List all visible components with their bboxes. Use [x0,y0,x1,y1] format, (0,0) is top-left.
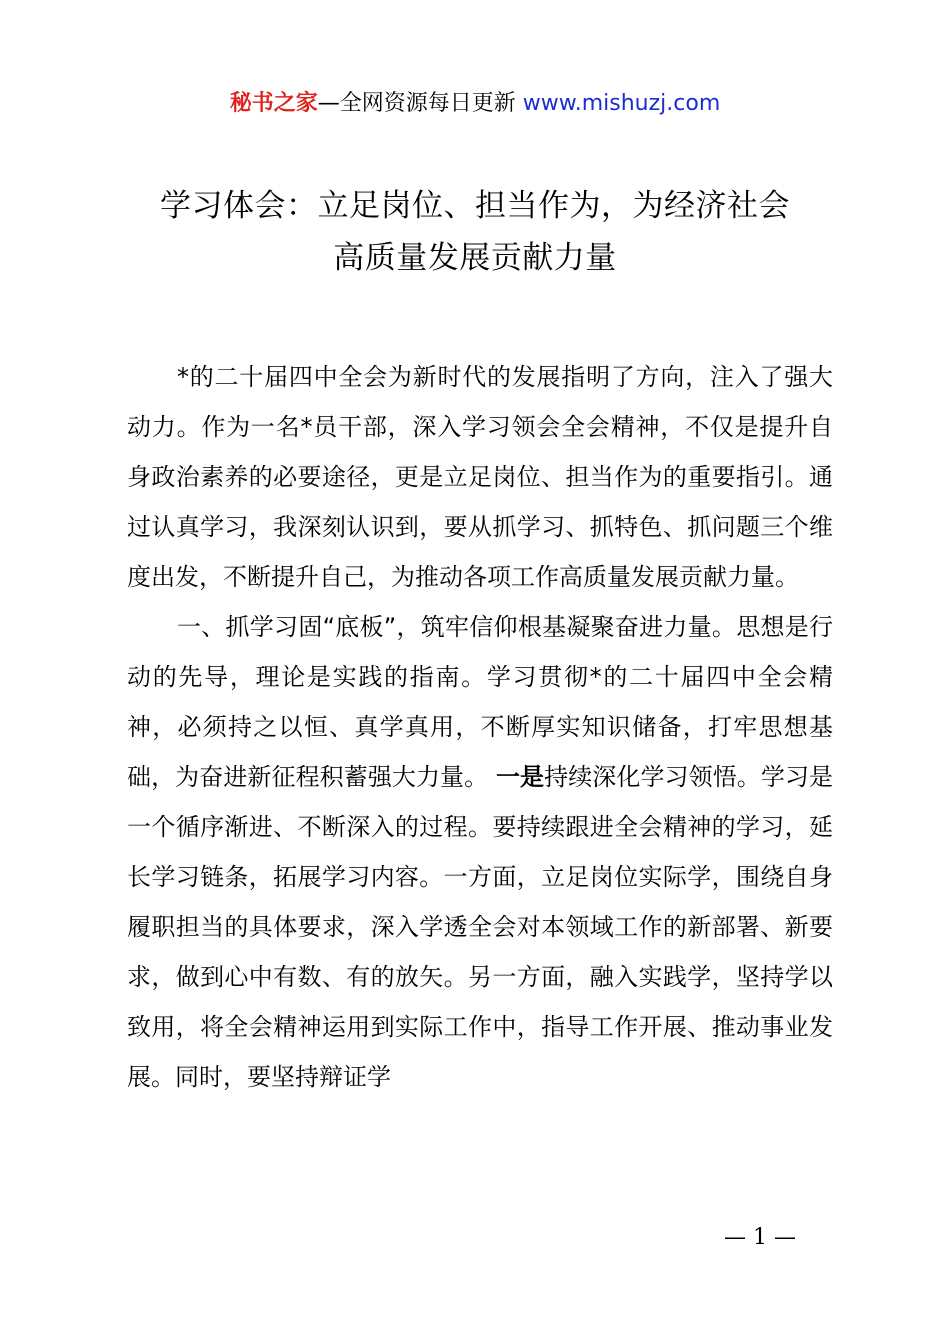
header-tagline: —全网资源每日更新 [317,91,516,116]
section-1-text-a: 思想是行动的先导，理论是实践的指南。学习贯彻*的二十届四中全会精神，必须持之以恒、真学真用，不断厚实知识储备，打牢思想基础，为奋进新征程积蓄强大力量。 [127,613,833,791]
section-1-text-b: 持续深化学习领悟。学习是一个循序渐进、不断深入的过程。要持续跟进全会精神的学习，延长学习链条，拓展学习内容。一方面，立足岗位实际学，围绕自身履职担当的具体要求，深入学透全会对本领域工作的新部署、新要求，做到心中有数、有的放矢。另一方面，融入实践学，坚持学以致用，将全会精神运用到实际工作中，指导工作开展、推动事业发展。同时，要坚持辩证学 [127,763,834,1091]
section-1-paragraph [127,602,833,1102]
title-line-2: 高质量发展贡献力量 [333,240,617,276]
document-body [127,352,833,1102]
section-1-heading: 一、抓学习固“底板”，筑牢信仰根基凝聚奋进力量。 [177,613,737,641]
intro-paragraph: *的二十届四中全会为新时代的发展指明了方向，注入了强大动力。作为一名*员干部，深入学习领会全会精神，不仅是提升自身政治素养的必要途径，更是立足岗位、担当作为的重要指引。通过认真学习，我深刻认识到，要从抓学习、抓特色、抓问题三个维度出发，不断提升自己，为推动各项工作高质量发展贡献力量。 [127,363,833,591]
document-title [100,180,850,284]
title-line-1: 学习体会：立足岗位、担当作为，为经济社会 [160,188,790,224]
site-header [0,88,950,120]
site-url-link[interactable]: www.mishuzj.com [522,91,721,116]
page-number: — 1 — [724,1225,796,1250]
section-1-point-label: 一是 [495,763,545,791]
brand-name: 秘书之家 [229,91,318,116]
